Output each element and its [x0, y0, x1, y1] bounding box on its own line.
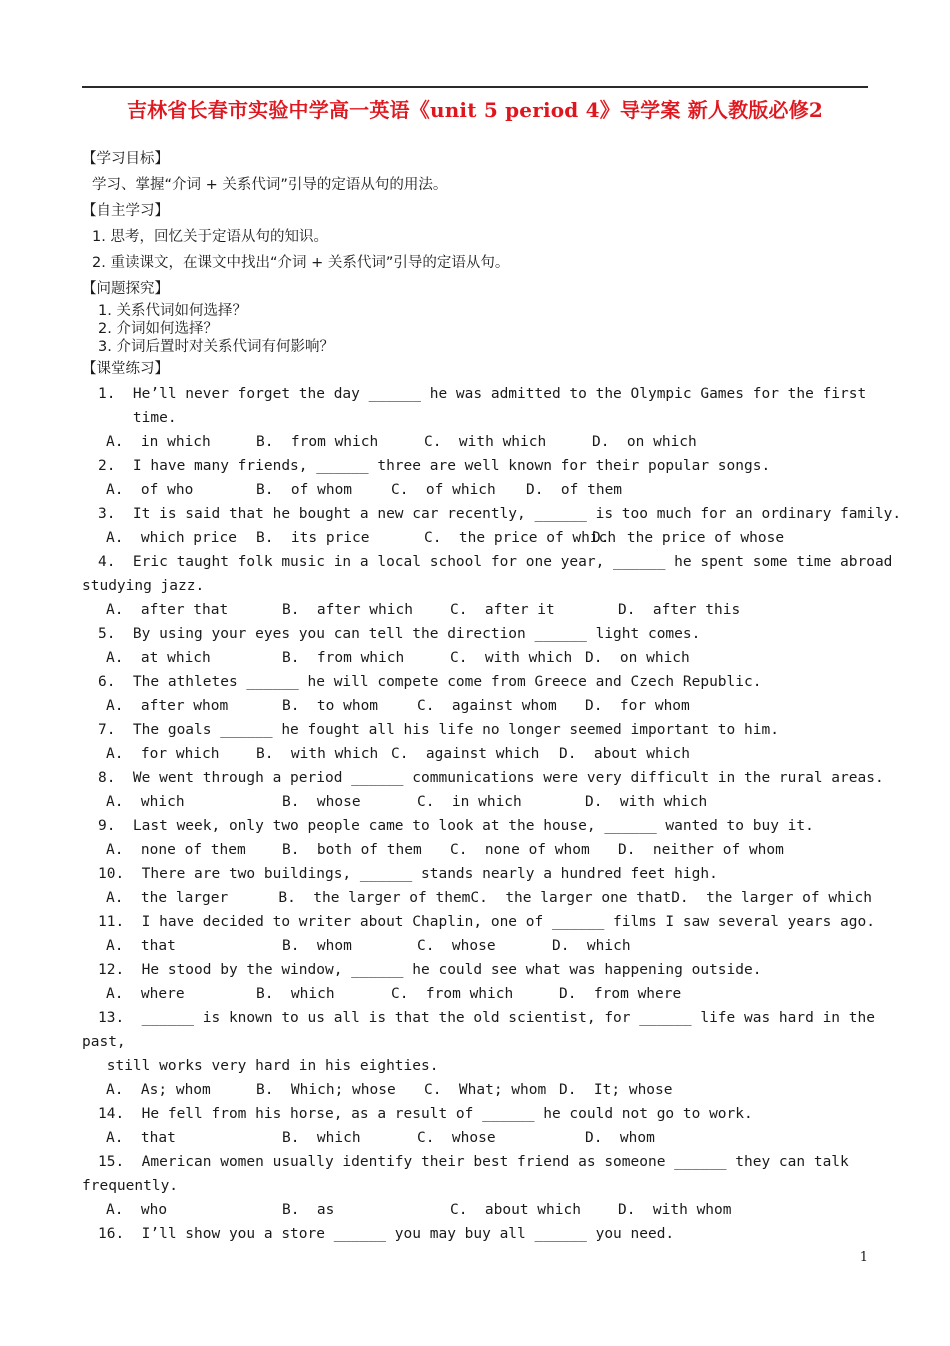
option-d[interactable]: D. from where [559, 986, 682, 1002]
option-d[interactable]: D. on which [592, 434, 697, 450]
option-b[interactable]: B. as [282, 1202, 335, 1218]
option-d[interactable]: D. the price of whose [592, 530, 785, 546]
option-c[interactable]: C. whose [417, 1130, 496, 1146]
document-body [82, 146, 902, 1246]
option-d[interactable]: D. about which [559, 746, 690, 762]
option-row [98, 1198, 872, 1222]
self-study-item: 1. 思考，回忆关于定语从句的知识。 [92, 229, 328, 245]
option-a[interactable]: A. of who [106, 482, 194, 498]
page-number: 1 [859, 1250, 868, 1265]
goals-text: 学习、掌握“介词 + 关系代词”引导的定语从句的用法。 [92, 177, 448, 193]
option-a[interactable]: A. that [106, 1130, 176, 1146]
question-stem: 11. I have decided to writer about Chaplin, one of ______ films I saw several years ago. [98, 914, 875, 930]
option-c[interactable]: C. whose [417, 938, 496, 954]
header-rule [82, 86, 868, 88]
option-b[interactable]: B. to whom [282, 698, 379, 714]
question-stem: 12. He stood by the window, ______ he could see what was happening outside. [98, 962, 762, 978]
option-b[interactable]: B. after which [282, 602, 413, 618]
question-stem: 2. I have many friends, ______ three are well known for their popular songs. [98, 458, 771, 474]
option-d[interactable]: D. of them [526, 482, 623, 498]
section-heading-practice: 【课堂练习】 [82, 361, 169, 377]
page-title: 吉林省长春市实验中学高一英语《unit 5 period 4》导学案 新人教版必修2 [126, 98, 824, 122]
option-row [98, 1078, 872, 1102]
question-list [82, 382, 902, 1246]
question-stem: 14. He fell from his horse, as a result of ______ he could not go to work. [98, 1106, 753, 1122]
option-a[interactable]: A. the larger [106, 890, 229, 906]
explore-item: 1. 关系代词如何选择？ [98, 303, 247, 319]
option-c[interactable]: C. What; whom [424, 1082, 547, 1098]
question-stem: 16. I’ll show you a store ______ you may buy all ______ you need. [98, 1226, 675, 1242]
option-b[interactable]: B. both of them [282, 842, 422, 858]
option-c[interactable]: C. the price of which [424, 530, 617, 546]
section-heading-self-study: 【自主学习】 [82, 203, 169, 219]
option-row [98, 1126, 872, 1150]
question-stem: 6. The athletes ______ he will compete come from Greece and Czech Republic. [98, 674, 762, 690]
option-a[interactable]: A. after that [106, 602, 229, 618]
option-a[interactable]: A. none of them [106, 842, 246, 858]
question-stem: 1. He’ll never forget the day ______ he was admitted to the Olympic Games for the first [98, 386, 867, 402]
option-row [98, 742, 872, 766]
option-d[interactable]: D. whom [585, 1130, 655, 1146]
option-d[interactable]: D. with which [585, 794, 708, 810]
option-b[interactable]: B. of whom [256, 482, 353, 498]
option-a[interactable]: A. that [106, 938, 176, 954]
option-row [98, 790, 872, 814]
option-a[interactable]: A. which [106, 794, 185, 810]
option-row [98, 646, 872, 670]
option-c[interactable]: C. from which [391, 986, 514, 1002]
explore-item: 3. 介词后置时对关系代词有何影响？ [98, 339, 334, 355]
question-stem: 13. ______ is known to us all is that the old scientist, for ______ life was hard in the [98, 1010, 875, 1026]
option-row [98, 598, 872, 622]
option-c[interactable]: C. with which [450, 650, 573, 666]
option-b[interactable]: B. the larger of them [278, 890, 471, 906]
option-d[interactable]: D. for whom [585, 698, 690, 714]
question-stem: 3. It is said that he bought a new car recently, ______ is too much for an ordinary family. [98, 506, 902, 522]
option-d[interactable]: D. on which [585, 650, 690, 666]
question-stem: 4. Eric taught folk music in a local school for one year, ______ he spent some time abroad [98, 554, 893, 570]
question-stem-continued: frequently. [82, 1178, 179, 1194]
option-a[interactable]: A. who [106, 1202, 168, 1218]
option-b[interactable]: B. from which [256, 434, 379, 450]
option-b[interactable]: B. with which [256, 746, 379, 762]
option-d[interactable]: D. with whom [618, 1202, 732, 1218]
section-heading-goals: 【学习目标】 [82, 151, 169, 167]
section-heading-explore: 【问题探究】 [82, 281, 169, 297]
option-b[interactable]: B. whose [282, 794, 361, 810]
option-b[interactable]: B. its price [256, 530, 370, 546]
question-stem: 8. We went through a period ______ communications were very difficult in the rural areas. [98, 770, 884, 786]
option-a[interactable]: A. which price [106, 530, 237, 546]
option-d[interactable]: D. after this [618, 602, 741, 618]
option-d[interactable]: D. the larger of which [671, 890, 872, 906]
option-row [98, 982, 872, 1006]
option-d[interactable]: D. which [552, 938, 631, 954]
option-row [98, 934, 872, 958]
question-stem: 7. The goals ______ he fought all his life no longer seemed important to him. [98, 722, 779, 738]
question-stem-continued: studying jazz. [82, 578, 205, 594]
option-a[interactable]: A. at which [106, 650, 211, 666]
option-c[interactable]: C. against whom [417, 698, 557, 714]
option-a[interactable]: A. after whom [106, 698, 229, 714]
self-study-item: 2. 重读课文，在课文中找出“介词 + 关系代词”引导的定语从句。 [92, 255, 510, 271]
option-row [98, 694, 872, 718]
option-d[interactable]: D. neither of whom [618, 842, 784, 858]
option-c[interactable]: C. about which [450, 1202, 581, 1218]
option-c[interactable]: C. none of whom [450, 842, 590, 858]
question-stem: 9. Last week, only two people came to look at the house, ______ wanted to buy it. [98, 818, 814, 834]
option-row [98, 478, 872, 502]
option-a[interactable]: A. where [106, 986, 185, 1002]
question-stem-continued: past, [82, 1034, 126, 1050]
option-b[interactable]: B. whom [282, 938, 352, 954]
option-b[interactable]: B. which [282, 1130, 361, 1146]
option-b[interactable]: B. Which; whose [256, 1082, 396, 1098]
option-c[interactable]: C. after it [450, 602, 555, 618]
explore-item: 2. 介词如何选择？ [98, 321, 218, 337]
option-d[interactable]: D. It; whose [559, 1082, 673, 1098]
option-row [98, 886, 872, 910]
option-b[interactable]: B. from which [282, 650, 405, 666]
option-c[interactable]: C. the larger one that [470, 890, 672, 906]
question-stem-continued: still works very hard in his eighties. [98, 1058, 439, 1074]
question-stem-continued: time. [98, 410, 177, 426]
option-a[interactable]: A. in which [106, 434, 211, 450]
option-c[interactable]: C. of which [391, 482, 496, 498]
option-row [98, 526, 872, 550]
option-a[interactable]: A. As; whom [106, 1082, 211, 1098]
option-row [98, 430, 872, 454]
option-b[interactable]: B. which [256, 986, 335, 1002]
question-stem: 5. By using your eyes you can tell the direction ______ light comes. [98, 626, 701, 642]
option-c[interactable]: C. against which [391, 746, 540, 762]
question-stem: 15. American women usually identify their best friend as someone ______ they can talk [98, 1154, 849, 1170]
option-row [98, 838, 872, 862]
option-c[interactable]: C. in which [417, 794, 522, 810]
option-c[interactable]: C. with which [424, 434, 547, 450]
question-stem: 10. There are two buildings, ______ stands nearly a hundred feet high. [98, 866, 718, 882]
option-a[interactable]: A. for which [106, 746, 220, 762]
